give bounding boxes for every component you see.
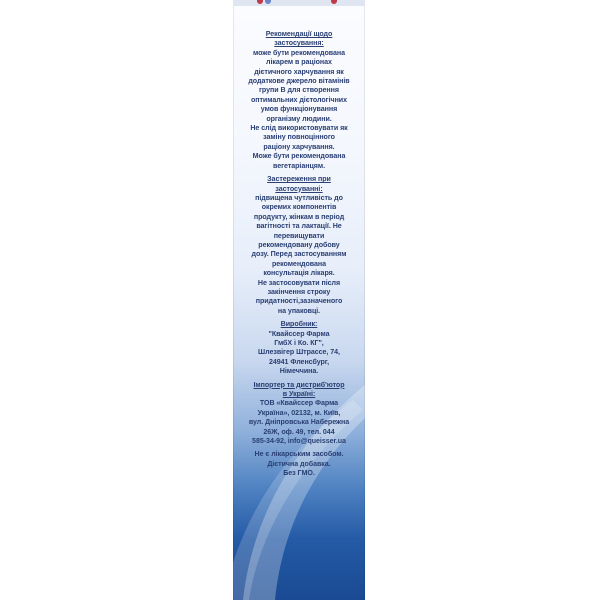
text-line: вегетаріанцям. <box>273 161 325 170</box>
text-line: рекомендована <box>271 259 327 268</box>
text-line: окремих компонентів <box>261 203 337 212</box>
warnings-section <box>239 175 359 316</box>
text-line: консультація лікаря. <box>263 269 335 278</box>
text-line: заміну повноцінного <box>263 133 335 142</box>
section-heading: Імпортер та дистриб'ютор <box>253 380 345 389</box>
section-heading: в Україні: <box>282 390 316 399</box>
section-heading: Рекомендації щодо <box>265 30 333 38</box>
legal-status-section <box>239 450 359 478</box>
text-line: дієтичного харчування як <box>254 67 344 76</box>
section-heading: застосування: <box>274 39 324 48</box>
text-line: Не слід використовувати як <box>250 124 348 133</box>
text-line: умов функціонування <box>260 105 338 114</box>
text-line: перевищувати <box>273 231 325 240</box>
text-line: Може бути рекомендована <box>252 152 346 161</box>
text-line: Не застосовувати після <box>257 278 341 287</box>
text-line: ГмбХ і Ко. КГ", <box>274 339 324 347</box>
text-line: рекомендовану добову <box>258 240 340 249</box>
text-line: на упаковці. <box>277 306 321 315</box>
text-line: вагітності та лактації. Не <box>256 222 342 231</box>
text-line: підвищена чутливість до <box>255 193 343 202</box>
instructions-text <box>239 30 359 479</box>
text-line: Дієтична добавка. <box>267 459 331 468</box>
text-line: групи В для створення <box>259 86 339 95</box>
text-line: Шлезвігер Штрассе, 74, <box>258 348 340 357</box>
manufacturer-section <box>239 320 359 376</box>
text-line: 26Ж, оф. 49, тел. 044 <box>263 427 335 436</box>
section-heading: Застереження при <box>267 175 331 184</box>
text-line: придатності,зазначеного <box>255 297 343 306</box>
box-side-panel <box>233 0 365 600</box>
text-line: "Квайссер Фарма <box>268 329 330 338</box>
text-line: Без ГМО. <box>283 469 315 478</box>
importer-section <box>239 381 359 447</box>
text-line: лікарем в раціонах <box>266 58 332 67</box>
text-line: продукту, жінкам в період <box>253 212 345 221</box>
text-line: додаткове джерело вітамінів <box>248 77 350 86</box>
text-line: дозу. Перед застосуванням <box>251 250 347 259</box>
text-line: ТОВ «Квайссер Фарма <box>259 399 339 408</box>
box-top-edge <box>233 0 365 6</box>
section-heading: застосуванні: <box>275 184 323 193</box>
text-line: Не є лікарським засобом. <box>254 450 344 459</box>
text-line: 24941 Фленсбург, <box>268 357 330 366</box>
section-heading: Виробник: <box>280 320 318 329</box>
text-line: може бути рекомендована <box>253 48 345 57</box>
text-line: раціону харчування. <box>263 142 335 151</box>
text-line: організму людини. <box>266 114 332 123</box>
text-line: закінчення строку <box>267 287 331 296</box>
usage-recommendations-section <box>239 30 359 171</box>
text-line: оптимальних дієтологічних <box>250 95 348 104</box>
text-line: 585-34-92, info@queisser.ua <box>252 437 346 446</box>
text-line: вул. Дніпровська Набережна <box>248 418 350 427</box>
text-line: Німеччина. <box>279 367 319 376</box>
text-line: Україна», 02132, м. Київ, <box>257 408 341 417</box>
